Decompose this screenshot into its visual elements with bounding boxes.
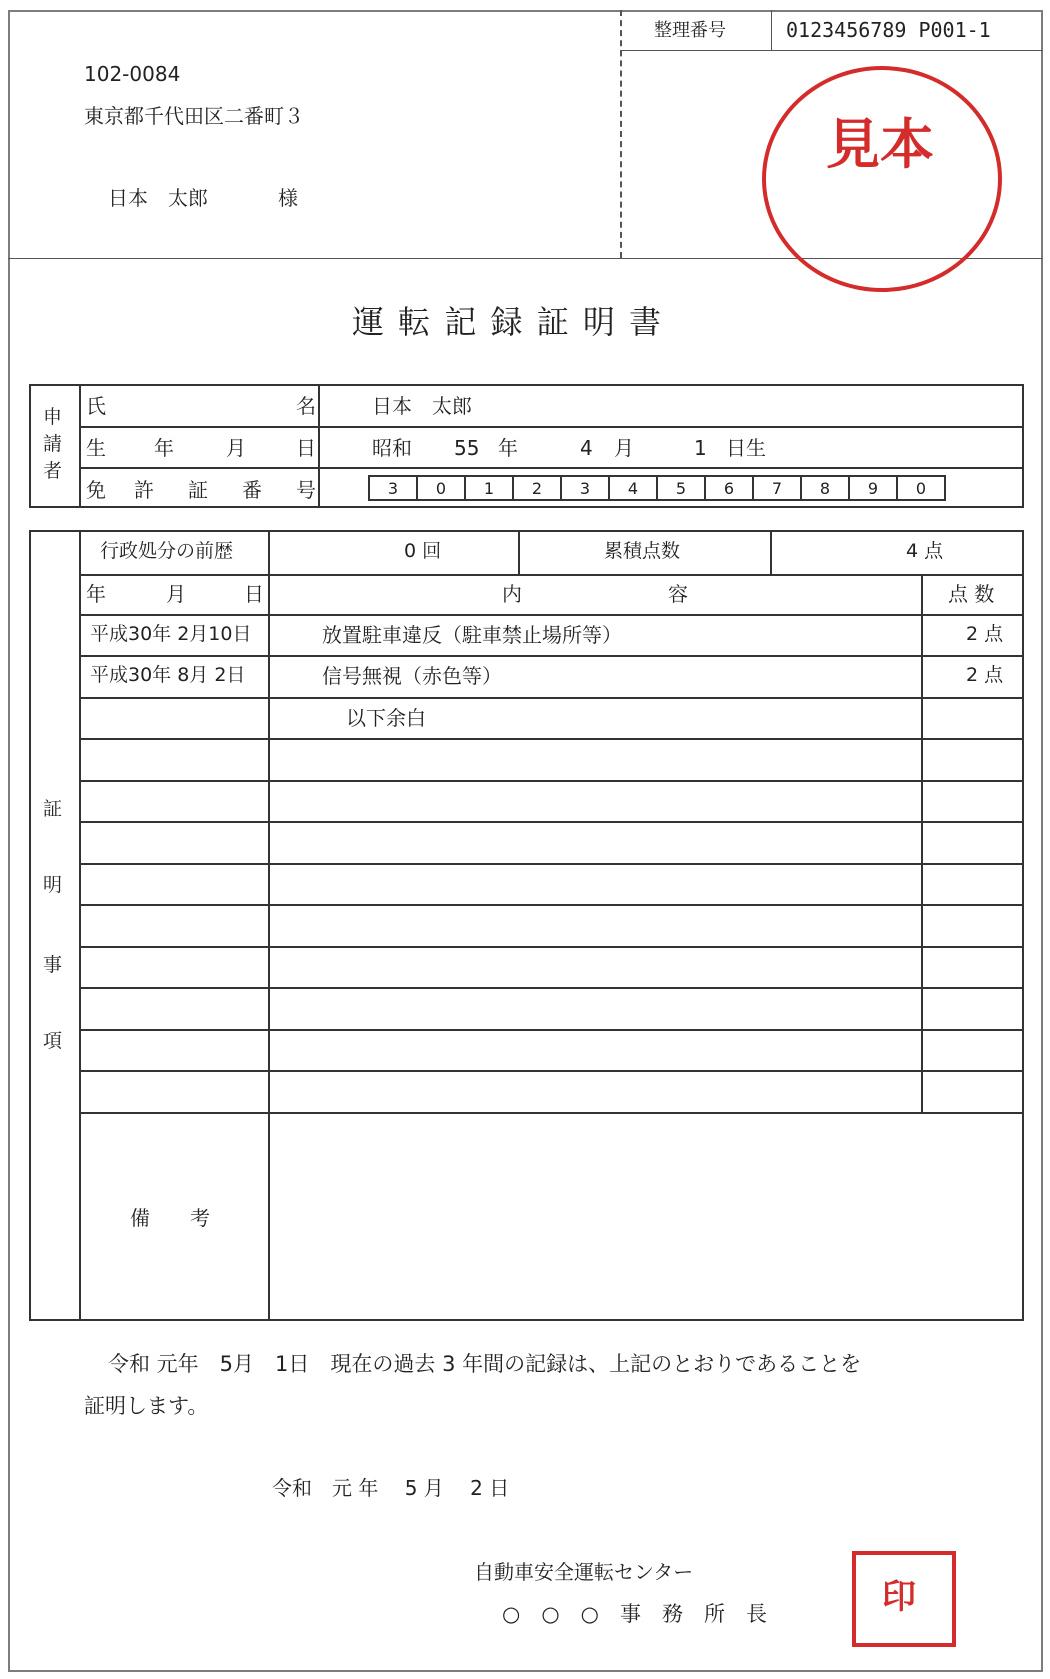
- ref-number: 0123456789 P001-1: [786, 18, 991, 42]
- col-content-label-1: 内: [502, 582, 522, 606]
- license-label-4: 番: [242, 478, 262, 502]
- name-label-left: 氏: [86, 394, 106, 418]
- birth-label-3: 月: [226, 436, 246, 460]
- row-3-content: 以下余白: [346, 706, 426, 730]
- col-date-label-1: 年: [86, 582, 106, 606]
- license-digit: 0: [417, 476, 465, 500]
- col-points-label: 点 数: [948, 582, 995, 606]
- birth-month: 4: [580, 436, 593, 460]
- license-label-5: 号: [296, 478, 316, 502]
- col-content-label-2: 容: [668, 582, 688, 606]
- record-side-label-4: 項: [43, 1030, 63, 1052]
- record-side-label-3: 事: [43, 954, 63, 976]
- record-section: [29, 530, 1024, 1321]
- header-divider: [620, 10, 622, 258]
- document-title: 運 転 記 録 証 明 書: [352, 303, 664, 341]
- applicant-side-label-2: 請: [43, 433, 63, 455]
- ref-rule: [620, 50, 1043, 51]
- applicant-name: 日本 太郎: [372, 394, 472, 418]
- row-1-points: 2 点: [966, 623, 1004, 645]
- addressee-name: 日本 太郎: [108, 186, 208, 210]
- applicant-side-label-1: 申: [43, 406, 63, 428]
- license-number-boxes: [368, 475, 946, 501]
- license-digit: 7: [753, 476, 801, 500]
- license-digit: 8: [801, 476, 849, 500]
- accumulated-points-value: 4 点: [906, 540, 944, 562]
- license-digit: 6: [705, 476, 753, 500]
- issuer-office: ○ ○ ○ 事 務 所 長: [502, 1602, 767, 1626]
- certification-line-2: 証明します。: [84, 1394, 209, 1418]
- birth-label-4: 日: [296, 436, 316, 460]
- license-digit: 9: [849, 476, 897, 500]
- license-label-1: 免: [86, 478, 106, 502]
- ref-label: 整理番号: [654, 20, 726, 41]
- sample-stamp-circle: [762, 66, 1002, 292]
- ref-divider: [771, 10, 772, 50]
- postal-code: 102-0084: [84, 62, 181, 86]
- license-label-2: 許: [134, 478, 154, 502]
- birth-year: 55: [454, 436, 480, 460]
- license-digit: 3: [369, 476, 417, 500]
- certification-line-1: 令和 元年 5月 1日 現在の過去 3 年間の記録は、上記のとおりであることを: [108, 1352, 862, 1376]
- record-side-label-1: 証: [43, 798, 63, 820]
- license-digit: 1: [465, 476, 513, 500]
- birth-year-unit: 年: [498, 436, 518, 460]
- row-1-date: 平成30年 2月10日: [90, 623, 252, 645]
- sample-stamp-text: 見本: [826, 113, 934, 176]
- row-2-content: 信号無視（赤色等）: [322, 664, 502, 688]
- accumulated-points-label: 累積点数: [604, 540, 681, 562]
- issuer-org: 自動車安全運転センター: [474, 1560, 694, 1584]
- name-label-right: 名: [296, 394, 316, 418]
- birth-label-2: 年: [154, 436, 174, 460]
- col-date-label-3: 日: [244, 582, 264, 606]
- birth-day: 1: [694, 436, 707, 460]
- license-digit: 2: [513, 476, 561, 500]
- applicant-side-label-3: 者: [43, 460, 63, 482]
- birth-day-unit: 日生: [726, 436, 766, 460]
- birth-era: 昭和: [372, 436, 412, 460]
- record-side-label-2: 明: [43, 874, 63, 896]
- prior-record-label: 行政処分の前歴: [100, 540, 234, 562]
- prior-record-value: 0 回: [404, 540, 442, 562]
- row-1-content: 放置駐車違反（駐車禁止場所等）: [322, 623, 622, 647]
- official-seal-text: 印: [882, 1577, 916, 1617]
- birth-label-1: 生: [86, 436, 106, 460]
- address: 東京都千代田区二番町３: [84, 104, 304, 128]
- issue-date: 令和 元 年 5 月 2 日: [272, 1476, 510, 1500]
- license-digit: 4: [609, 476, 657, 500]
- row-2-points: 2 点: [966, 664, 1004, 686]
- row-2-date: 平成30年 8月 2日: [90, 664, 246, 686]
- col-date-label-2: 月: [166, 582, 186, 606]
- remarks-label: 備 考: [130, 1206, 210, 1230]
- birth-month-unit: 月: [614, 436, 634, 460]
- license-digit: 5: [657, 476, 705, 500]
- honorific: 様: [278, 186, 298, 210]
- license-digit: 0: [897, 476, 945, 500]
- license-label-3: 証: [188, 478, 208, 502]
- license-digit: 3: [561, 476, 609, 500]
